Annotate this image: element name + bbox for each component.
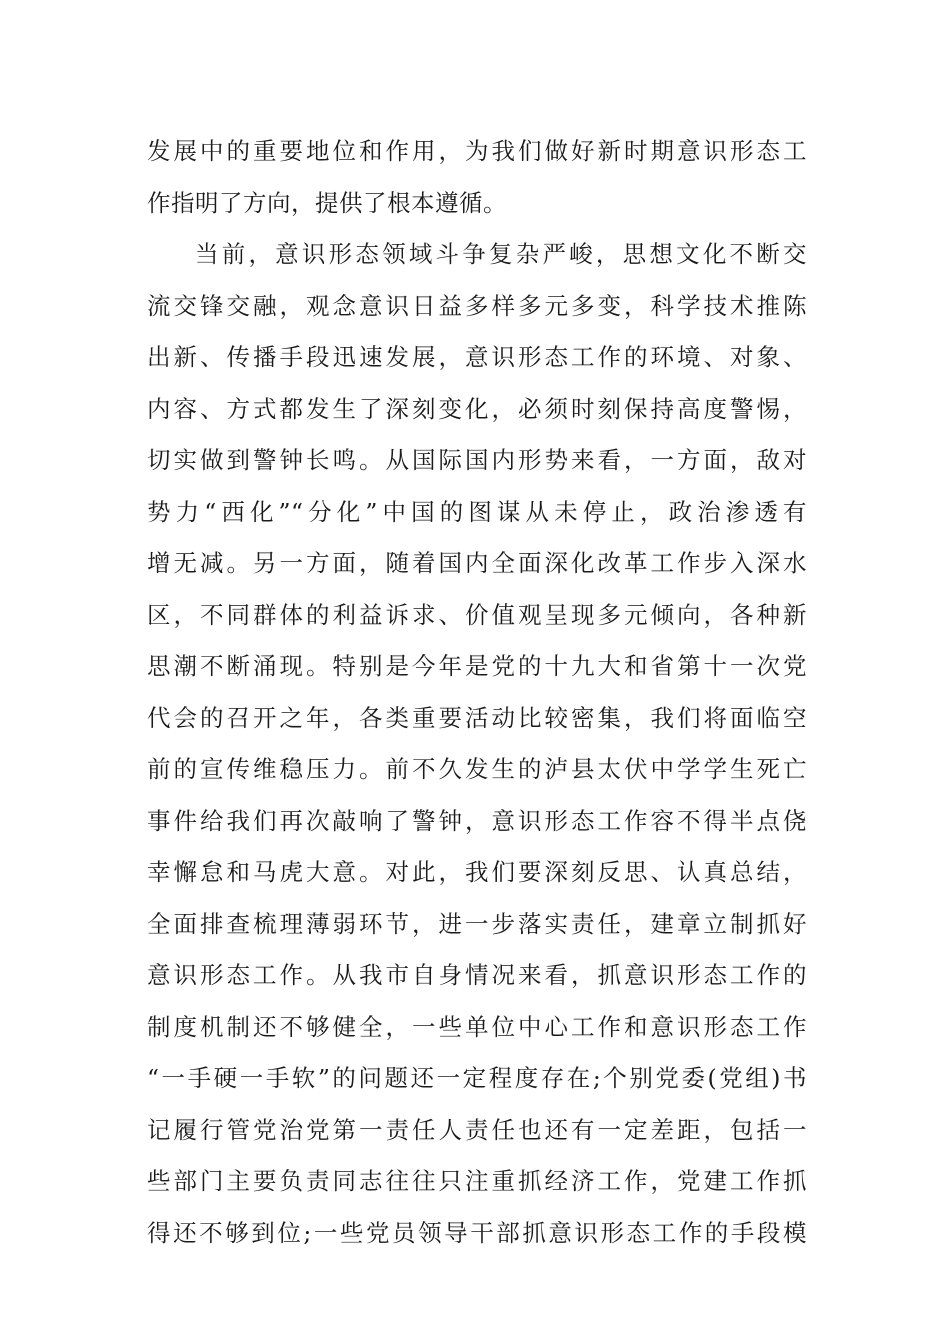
text-line: 些部门主要负责同志往往只注重抓经济工作，党建工作抓 — [147, 1167, 807, 1195]
text-line: 记履行管党治党第一责任人责任也还有一定差距，包括一 — [147, 1115, 807, 1144]
text-line: 增无减。另一方面，随着国内全面深化改革工作步入深水 — [147, 549, 807, 577]
text-line: 当前，意识形态领域斗争复杂严峻，思想文化不断交 — [195, 240, 807, 268]
text-line: 前的宣传维稳压力。前不久发生的泸县太伏中学学生死亡 — [147, 755, 807, 783]
text-line: 得还不够到位;一些党员领导干部抓意识形态工作的手段模 — [147, 1218, 807, 1247]
text-line: 切实做到警钟长鸣。从国际国内形势来看，一方面，敌对 — [147, 446, 807, 474]
text-line: 出新、传播手段迅速发展，意识形态工作的环境、对象、 — [147, 343, 807, 371]
text-line: 代会的召开之年，各类重要活动比较密集，我们将面临空 — [147, 703, 807, 732]
text-line: 内容、方式都发生了深刻变化，必须时刻保持高度警惕， — [147, 394, 807, 423]
text-line: 全面排查梳理薄弱环节，进一步落实责任，建章立制抓好 — [147, 909, 807, 938]
text-line: 思潮不断涌现。特别是今年是党的十九大和省第十一次党 — [147, 652, 807, 680]
text-line: 发展中的重要地位和作用，为我们做好新时期意识形态工 — [147, 137, 807, 165]
text-line: “一手硬一手软”的问题还一定程度存在;个别党委(党组)书 — [147, 1064, 807, 1092]
text-line: 区，不同群体的利益诉求、价值观呈现多元倾向，各种新 — [147, 600, 807, 629]
text-line: 势力“西化”“分化”中国的图谋从未停止，政治渗透有 — [147, 497, 807, 526]
text-line: 流交锋交融，观念意识日益多样多元多变，科学技术推陈 — [147, 291, 807, 320]
text-line: 作指明了方向，提供了根本遵循。 — [147, 188, 507, 217]
text-line: 事件给我们再次敲响了警钟，意识形态工作容不得半点侥 — [147, 806, 807, 835]
text-line: 制度机制还不够健全，一些单位中心工作和意识形态工作 — [147, 1012, 807, 1041]
text-line: 意识形态工作。从我市自身情况来看，抓意识形态工作的 — [147, 961, 807, 989]
body-text — [147, 126, 807, 1259]
text-line: 幸懈怠和马虎大意。对此，我们要深刻反思、认真总结， — [147, 858, 807, 886]
